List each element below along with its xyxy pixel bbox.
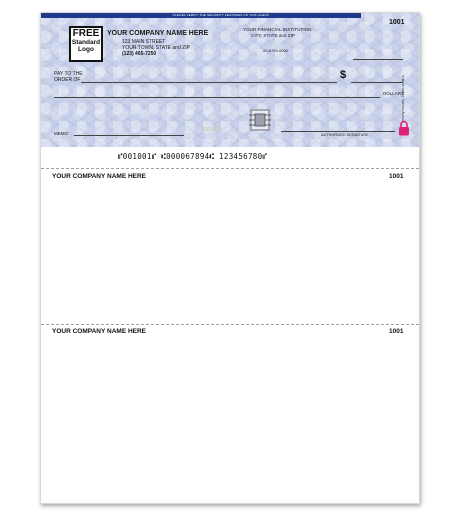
stub-1-check-number: 1001 xyxy=(389,173,404,180)
check-number: 1001 xyxy=(389,19,405,26)
logo-free-text: FREE xyxy=(72,28,100,39)
order-of-label: ORDER OF xyxy=(54,77,81,83)
memo-label: MEMO xyxy=(54,131,68,136)
check-face xyxy=(41,13,419,147)
security-banner-text: PLEASE VERIFY THE SECURITY FEATURES ON THIS CHECK xyxy=(172,13,270,17)
logo-line-1: Standard xyxy=(71,39,101,46)
check-sheet xyxy=(40,12,420,504)
perforation-line-2 xyxy=(41,324,419,325)
lock-icon xyxy=(398,120,410,136)
amount-line xyxy=(351,82,403,83)
stub-2-check-number: 1001 xyxy=(389,328,404,335)
pay-to-label: PAY TO THE xyxy=(54,71,83,77)
payee-line xyxy=(81,82,337,83)
void-watermark: VOID xyxy=(201,127,220,133)
dollars-label: DOLLARS xyxy=(383,91,405,96)
bank-city-state-zip: CITY, STATE and ZIP xyxy=(251,33,295,38)
company-phone: (123) 465-7250 xyxy=(122,51,157,57)
bank-name: YOUR FINANCIAL INSTITUTION xyxy=(243,27,312,32)
signature-label: AUTHORIZED SIGNATURE xyxy=(321,133,369,137)
signature-line xyxy=(281,131,395,132)
stub-2-company-name: YOUR COMPANY NAME HERE xyxy=(52,328,147,335)
micr-line: ⑈001001⑈ ⑆000067894⑆ 123456780⑈ xyxy=(118,152,268,161)
company-logo-placeholder xyxy=(69,26,103,62)
security-hologram-icon xyxy=(249,108,271,132)
stub-1-company-name: YOUR COMPANY NAME HERE xyxy=(52,173,147,180)
dollar-sign: $ xyxy=(340,69,347,81)
perforation-line-1 xyxy=(41,168,419,169)
company-address: 123 MAIN STREET xyxy=(122,39,166,45)
security-side-text: Security features. Details on back. xyxy=(401,74,405,123)
memo-line xyxy=(74,135,184,136)
routing-fraction: 00-6789-0000 xyxy=(263,48,288,53)
company-city-state-zip: YOUR TOWN, STATE and ZIP xyxy=(122,45,190,51)
company-name: YOUR COMPANY NAME HERE xyxy=(107,30,209,37)
written-amount-line xyxy=(54,97,380,98)
date-line xyxy=(353,59,403,60)
logo-line-2: Logo xyxy=(78,46,94,53)
